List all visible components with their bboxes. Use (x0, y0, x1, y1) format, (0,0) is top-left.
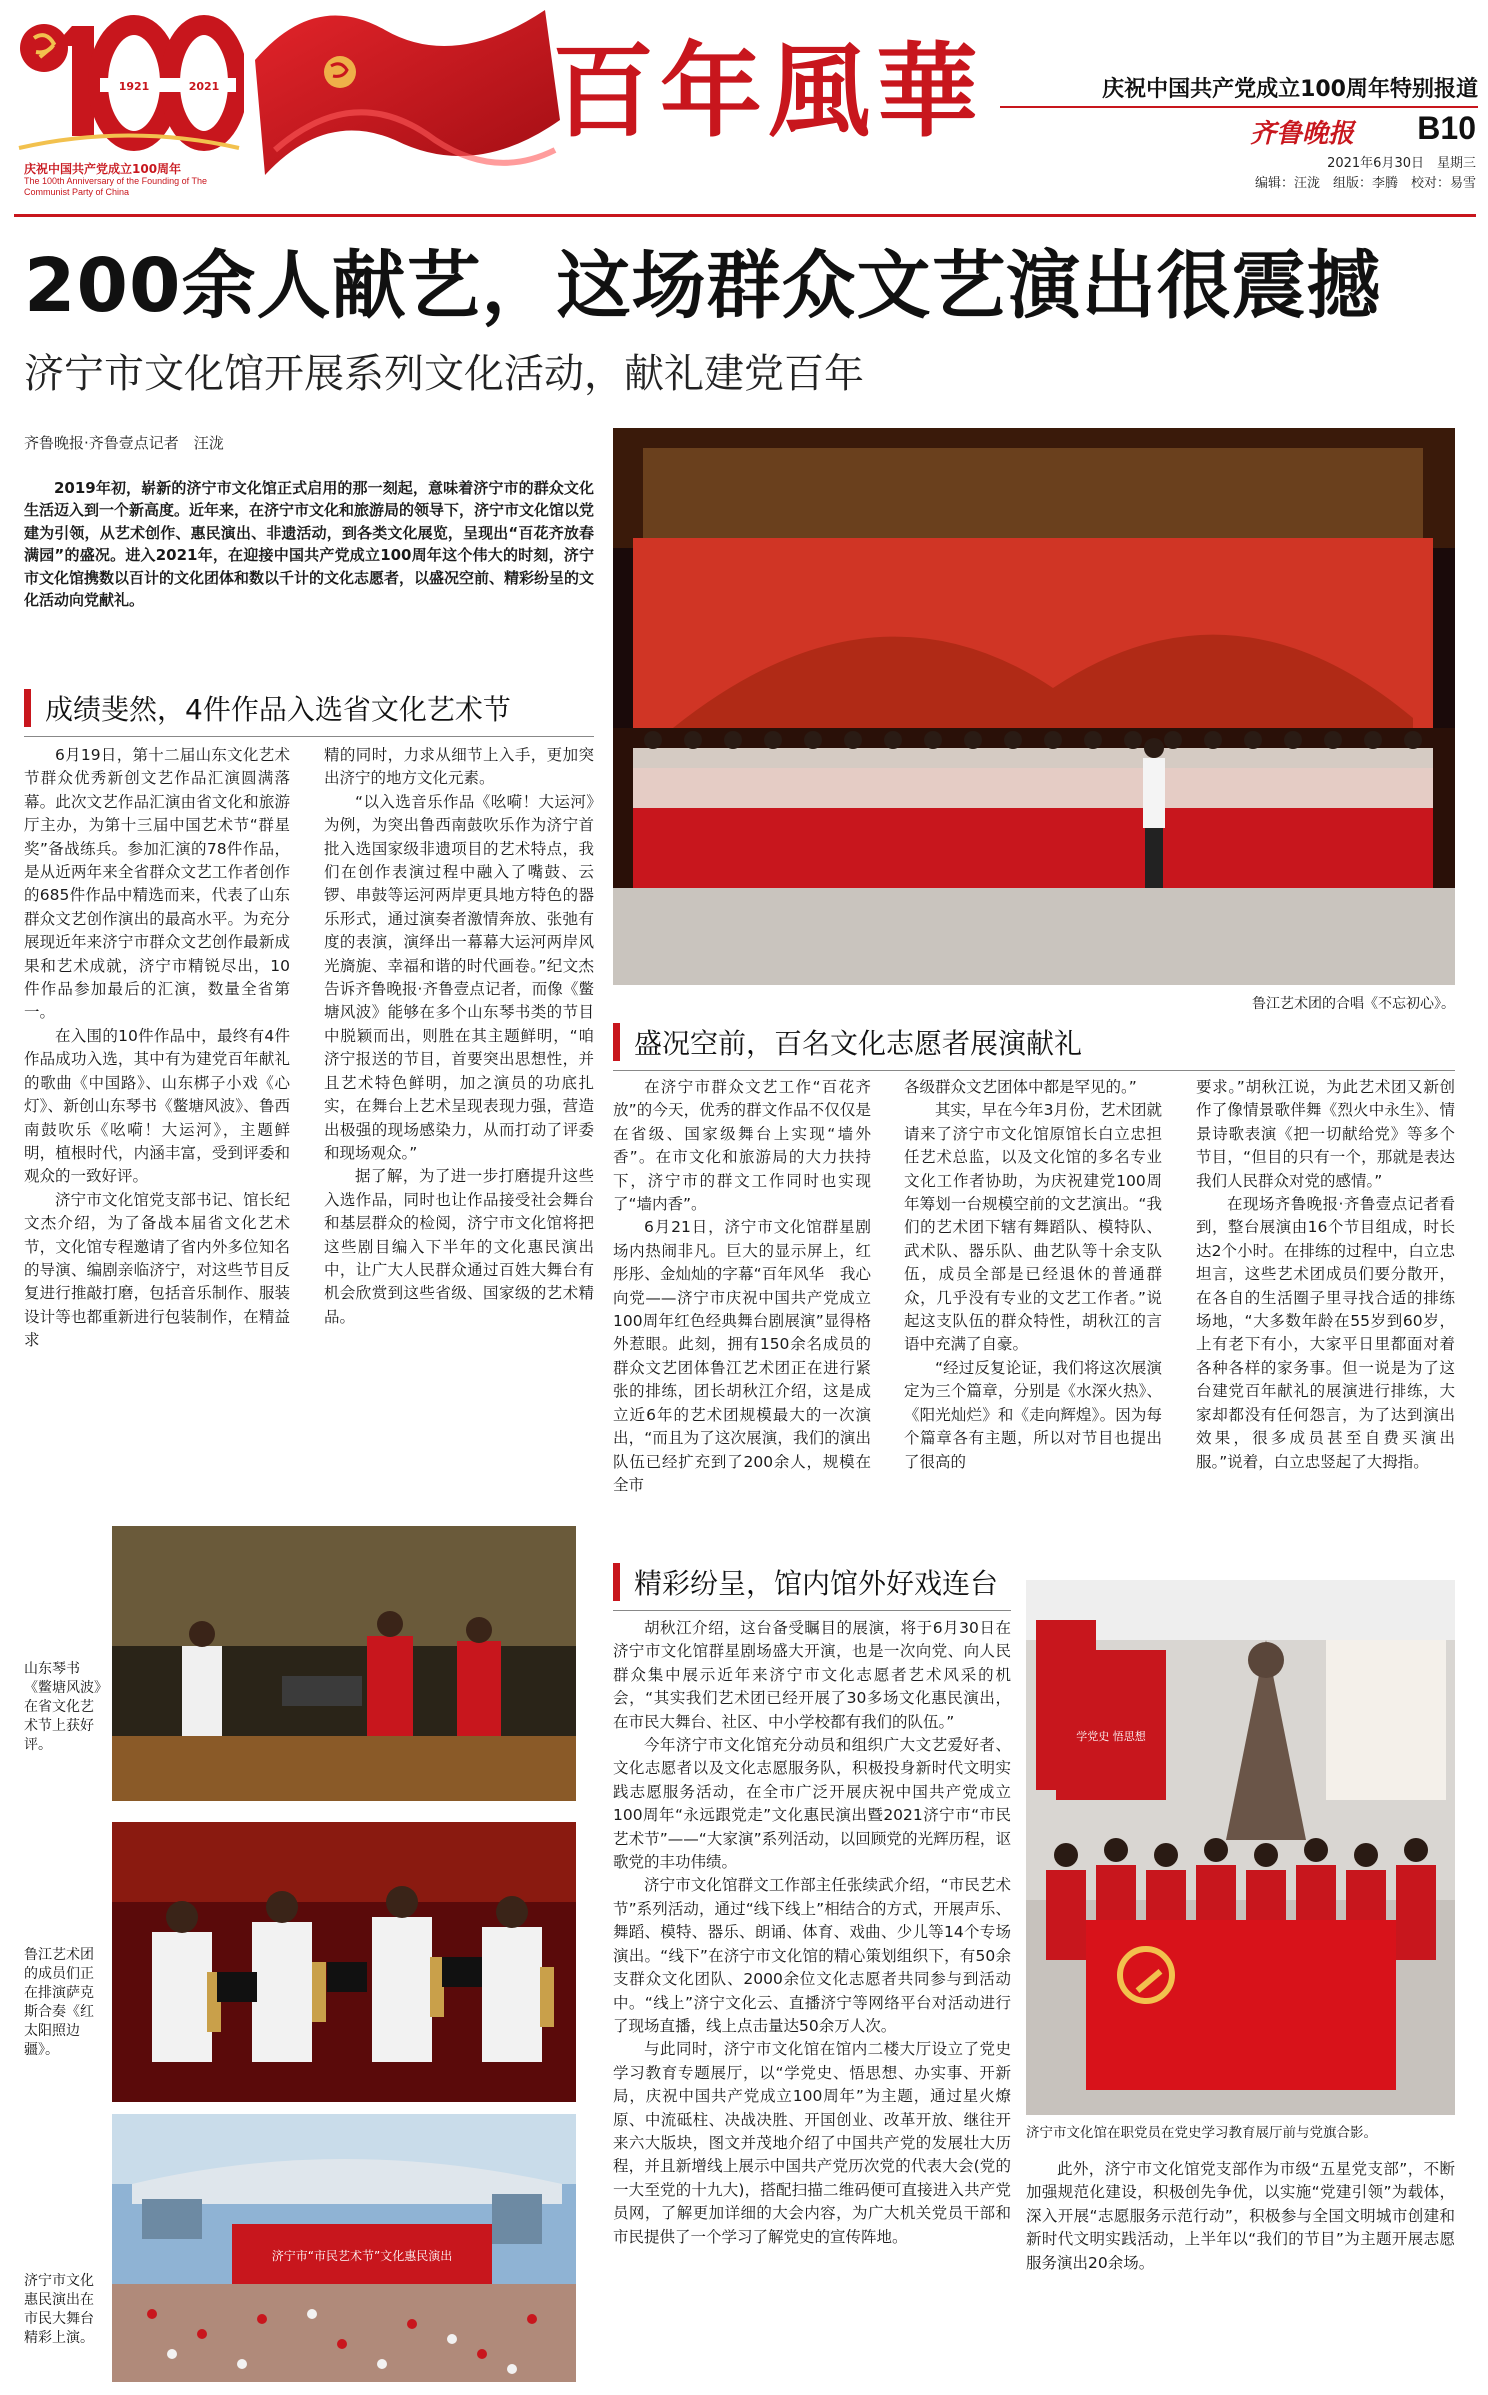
report-rule (1000, 106, 1478, 108)
masthead-rule (14, 214, 1476, 217)
s1c2-paragraph: 精的同时，力求从细节上入手，更加突出济宁的地方文化元素。 (324, 746, 594, 788)
saxophone-photo (112, 1822, 576, 2102)
logo-caption-en: The 100th Anniversary of the Founding of The Communist Party of China (24, 176, 207, 197)
s3c1-paragraph: 今年济宁市文化馆充分动员和组织广大文艺爱好者、文化志愿者以及文化志愿服务队，积极投身新时代文明实践志愿服务活动，在全市广泛开展庆祝中国共产党成立100周年“永远跟党走”文化惠民演出暨2021济宁市“市民艺术节”——“大家演”系列活动，以回顾党的光辉历程，讴歌党的丰功伟绩。 (613, 1736, 1011, 1872)
party-members-photo (1026, 1580, 1455, 2115)
saxophone-photo-caption: 鲁江艺术团的成员们正在排演萨克斯合奏《红太阳照边疆》。 (24, 1947, 94, 2058)
headline: 200余人献艺，这场群众文艺演出很震撼 (24, 243, 1382, 329)
outdoor-stage-photo (112, 2114, 576, 2382)
choir-stage-icon (613, 428, 1455, 985)
logo-year-right: 2021 (188, 80, 220, 93)
outdoor-stage-icon (112, 2114, 576, 2382)
centenary-logo (14, 8, 244, 198)
party-flag-ribbon-icon (235, 0, 565, 205)
s1-column-1 (24, 744, 290, 1489)
exhibit-sign-text: 学党史 悟思想 (1076, 1730, 1146, 1743)
page-number: B10 (1417, 110, 1476, 146)
editors-line: 编辑：汪泷 组版：李腾 校对：易雪 (1254, 176, 1476, 191)
s2-column-2 (904, 1076, 1162, 1542)
s1c1-paragraph: 济宁市文化馆党支部书记、馆长纪文杰介绍，为了备战本届省文化艺术节，文化馆专程邀请了省内外多位知名的导演、编剧亲临济宁，对这些节目反复进行推敲打磨，包括音乐制作、服装设计等也都重新进行包装制作，在精益求 (24, 1190, 290, 1350)
section3-heading (613, 1562, 998, 1602)
brand-title: 百年風華 (552, 32, 984, 152)
choir-photo-caption: 鲁江艺术团的合唱《不忘初心》。 (1252, 996, 1455, 1012)
saxophone-band-icon (112, 1822, 576, 2102)
qinshu-performers-icon (112, 1526, 576, 1801)
outdoor-stage-photo-caption: 济宁市文化惠民演出在市民大舞台精彩上演。 (24, 2273, 94, 2346)
qinshu-photo (112, 1526, 576, 1801)
s1c2-paragraph: “以入选音乐作品《吆嗬！大运河》为例，为突出鲁西南鼓吹乐作为济宁首批入选国家级非遗项目的艺术特点，我们在创作表演过程中融入了嘴鼓、云锣、串鼓等运河两岸更具地方特色的器乐形式，通过演奏者激情奔放、张弛有度的表演，演绎出一幕幕大运河两岸风光旖旎、幸福和谐的时代画卷。”纪文杰告诉齐鲁晚报·齐鲁壹点记者，而像《鳖塘风波》能够在多个山东琴书类的节目中脱颖而出，则胜在其主题鲜明，“咱济宁报送的节目，首要突出思想性，并且艺术特色鲜明，加之演员的功底扎实，在舞台上艺术呈现表现力强，营造出极强的现场感染力，从而打动了评委和现场观众。” (324, 792, 594, 1162)
subheadline: 济宁市文化馆开展系列文化活动，献礼建党百年 (24, 351, 864, 397)
s2c1-paragraph: 在济宁市群众文艺工作“百花齐放”的今天，优秀的群文作品不仅仅是在省级、国家级舞台上实现“墙外香”。在市文化和旅游局的大力扶持下，济宁市的群文工作同时也实现了“墙内香”。 (613, 1078, 871, 1214)
s2-column-3 (1196, 1076, 1455, 1542)
s2c3-paragraph: 要求。”胡秋江说，为此艺术团又新创作了像情景歌伴舞《烈火中永生》、情景诗歌表演《把一切献给党》等多个节目，“但目的只有一个，那就是表达我们人民群众对党的感情。” (1196, 1078, 1455, 1190)
s1c1-paragraph: 6月19日，第十二届山东文化艺术节群众优秀新创文艺作品汇演圆满落幕。此次文艺作品汇演由省文化和旅游厅主办，为第十三届中国艺术节“群星奖”备战练兵。参加汇演的78件作品，是从近两年来全省群众文艺工作者创作的685件作品中精选而来，代表了山东群众文艺创作演出的最高水平。为充分展现近年来济宁市群众文艺创作最新成果和艺术成就，济宁市精锐尽出，10件作品参加最后的汇演，数量全省第一。 (24, 746, 290, 1022)
s1c1-paragraph: 在入围的10件作品中，最终有4件作品成功入选，其中有为建党百年献礼的歌曲《中国路》、山东梆子小戏《心灯》、新创山东琴书《鳖塘风波》、鲁西南鼓吹乐《吆嗬！大运河》，主题鲜明，植根时代，内涵丰富，受到评委和观众的一致好评。 (24, 1026, 290, 1186)
logo-caption-cn: 庆祝中国共产党成立100周年 (24, 162, 182, 176)
party-members-photo-caption: 济宁市文化馆在职党员在党史学习教育展厅前与党旗合影。 (1026, 2125, 1377, 2141)
s3c1-paragraph: 济宁市文化馆群文工作部主任张续武介绍，“市民艺术节”系列活动，通过“线下线上”相结合的方式，开展声乐、舞蹈、模特、器乐、朗诵、体育、戏曲、少儿等14个专场演出。“线下”在济宁市文化馆的精心策划组织下，有50余支群众文化团队、2000余位文化志愿者共同参与到活动中。“线上”济宁文化云、直播济宁等网络平台对活动进行了现场直播，线上点击量达50余万人次。 (613, 1876, 1011, 2035)
s3c1-paragraph: 胡秋江介绍，这台备受瞩目的展演，将于6月30日在济宁市文化馆群星剧场盛大开演，也是一次向党、向人民群众集中展示近年来济宁市文化志愿者艺术风采的机会，“其实我们艺术团已经开展了30多场文化惠民演出，在市民大舞台、社区、中小学校都有我们的队伍。” (613, 1619, 1011, 1731)
section2-title: 盛况空前，百名文化志愿者展演献礼 (634, 1027, 1083, 1060)
logo-year-left: 1921 (118, 80, 150, 93)
stage-banner-text: 济宁市“市民艺术节”文化惠民演出 (271, 2249, 453, 2263)
qinshu-photo-caption: 山东琴书《鳖塘风波》在省文化艺术节上获好评。 (24, 1661, 101, 1753)
section1-title: 成绩斐然，4件作品入选省文化艺术节 (45, 693, 511, 726)
centenary-badge-icon (14, 8, 244, 158)
party-flag-group-icon (1026, 1580, 1455, 2115)
special-report-label: 庆祝中国共产党成立100周年特别报道 (1102, 77, 1478, 102)
s3c1-paragraph: 与此同时，济宁市文化馆在馆内二楼大厅设立了党史学习教育专题展厅，以“学党史、悟思想、办实事、开新局，庆祝中国共产党成立100周年”为主题，通过星火燎原、中流砥柱、决战决胜、开国创业、改革开放、继往开来六大版块，图文并茂地介绍了中国共产党的发展壮大历程，并且新增线上展示中国共产党历次党的代表大会(党的一大至党的十九大)，搭配扫描二维码便可直接进入共产党员网，了解更加详细的大会内容，为广大机关党员干部和市民提供了一个学习了解党史的宣传阵地。 (613, 2040, 1011, 2246)
s2c1-paragraph: 6月21日，济宁市文化馆群星剧场内热闹非凡。巨大的显示屏上，红彤彤、金灿灿的字幕“百年风华 我心向党——济宁市庆祝中国共产党成立100周年红色经典舞台剧展演”显得格外惹眼。此刻，拥有150余名成员的群众文艺团体鲁江艺术团正在进行紧张的排练，团长胡秋江介绍，这是成立近6年的艺术团规模最大的一次演出，“而且为了这次展演，我们的演出队伍已经扩充到了200余人，规模在全市 (613, 1218, 871, 1494)
section1-bar (24, 689, 31, 727)
s3c2-paragraph: 此外，济宁市文化馆党支部作为市级“五星党支部”，不断加强规范化建设，积极创先争优，以实施“党建引领”为载体，深入开展“志愿服务示范行动”，积极参与全国文明城市创建和新时代文明实践活动，上半年以“我们的节目”为主题开展志愿服务演出20余场。 (1026, 2160, 1455, 2272)
s2c2-paragraph: 各级群众文艺团体中都是罕见的。” (904, 1078, 1137, 1096)
s1-column-2 (324, 744, 594, 1489)
s3-column-2 (1026, 2158, 1455, 2383)
s3-column-1 (613, 1617, 1011, 2382)
byline: 齐鲁晚报·齐鲁壹点记者 汪泷 (24, 434, 224, 452)
choir-photo (613, 428, 1455, 985)
section3-title: 精彩纷呈，馆内馆外好戏连台 (634, 1567, 999, 1600)
s2-column-1 (613, 1076, 871, 1542)
s2c2-paragraph: 其实，早在今年3月份，艺术团就请来了济宁市文化馆原馆长白立忠担任艺术总监，以及文化馆的多名专业文化工作者协助，为庆祝建党100周年筹划一台规模空前的文艺演出。“我们的艺术团下辖有舞蹈队、模特队、武术队、器乐队、曲艺队等十余支队伍，成员全部是已经退休的普通群众，几乎没有专业的文艺工作者。”说起这支队伍的群众特性，胡秋江的言语中充满了自豪。 (904, 1101, 1162, 1354)
section1-rule (24, 736, 594, 737)
section2-bar (613, 1023, 620, 1061)
paper-name: 齐鲁晚报 (1250, 119, 1355, 149)
s1c2-paragraph: 据了解，为了进一步打磨提升这些入选作品，同时也让作品接受社会舞台和基层群众的检阅，济宁市文化馆将把这些剧目编入下半年的文化惠民演出中，让广大人民群众通过百姓大舞台有机会欣赏到这些省级、国家级的艺术精品。 (324, 1167, 594, 1326)
section3-bar (613, 1563, 620, 1601)
section1-heading (24, 688, 511, 728)
section2-rule (613, 1070, 1455, 1071)
section2-heading (613, 1022, 1082, 1062)
s2c2-paragraph: “经过反复论证，我们将这次展演定为三个篇章，分别是《水深火热》、《阳光灿烂》和《走向辉煌》。因为每个篇章各有主题，所以对节目也提出了很高的 (904, 1358, 1162, 1471)
s2c3-paragraph: 在现场齐鲁晚报·齐鲁壹点记者看到，整台展演由16个节目组成，时长达2个小时。在排练的过程中，白立忠坦言，这些艺术团成员们要分散开，在各自的生活圈子里寻找合适的排练场地，“大多数年龄在55岁到60岁，上有老下有小，大家平日里都面对着各种各样的家务事。但一说是为了这台建党百年献礼的展演进行排练，大家却都没有任何怨言，为了达到演出效果，很多成员甚至自费买演出服。”说着，白立忠竖起了大拇指。 (1196, 1195, 1455, 1471)
date-line: 2021年6月30日 星期三 (1327, 156, 1476, 171)
lead-paragraph: 2019年初，崭新的济宁市文化馆正式启用的那一刻起，意味着济宁市的群众文化生活迈入到一个新高度。近年来，在济宁市文化和旅游局的领导下，济宁市文化馆以党建为引领，从艺术创作、惠民演出、非遗活动，到各类文化展览，呈现出“百花齐放春满园”的盛况。进入2021年，在迎接中国共产党成立100周年这个伟大的时刻，济宁市文化馆携数以百计的文化团体和数以千计的文化志愿者，以盛况空前、精彩纷呈的文化活动向党献礼。 (24, 479, 594, 610)
section3-rule (613, 1610, 1011, 1611)
